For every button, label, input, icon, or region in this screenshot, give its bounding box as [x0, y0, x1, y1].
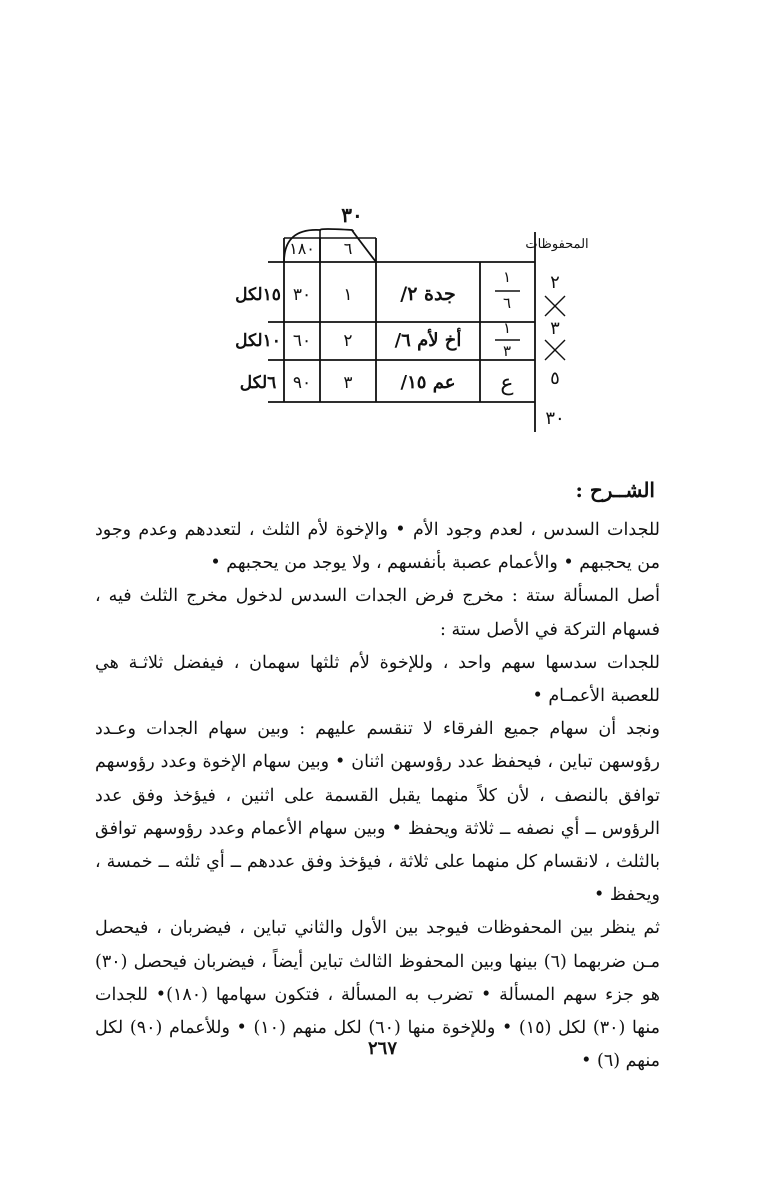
row-2-frac-den: ٣: [502, 342, 512, 360]
explanation-paragraph-3: للجدات سدسها سهم واحد ، وللإخوة لأم ثلثها سهمان ، فيفضل ثلاثـة هي للعصبة الأعمـام •: [95, 652, 660, 707]
row-3-frac-den: ع: [500, 371, 514, 396]
row-3-c6: ٣: [343, 373, 353, 393]
page-number: ٢٦٧: [367, 1038, 397, 1059]
row-1-outside: ١٥لكل: [235, 285, 281, 305]
explanation-paragraph-2: أصل المسألة ستة : مخرج فرض الجدات السدس لدخول مخرج الثلث فيه ، فسهام التركة في الأصل ستة :: [95, 586, 660, 640]
row-2-c180: ٦٠: [292, 331, 312, 351]
header-cell-180: ١٨٠: [289, 239, 315, 258]
total-top: ٣٠: [341, 203, 363, 227]
row-1-c180: ٣٠: [292, 285, 312, 305]
row-2-heir: أخ لأم ٦/: [394, 330, 462, 351]
row-1-c6: ١: [343, 285, 353, 305]
explanation-body: [95, 514, 660, 1078]
row-1-frac-den: ٦: [502, 294, 512, 312]
explanation-paragraph-1: للجدات السدس ، لعدم وجود الأم • والإخوة لأم الثلث ، لتعددهم وعدم وجود من يحجبهم • والأعمام عصبة بأنفسهم ، ولا يوجد من يحجبهم •: [95, 520, 660, 574]
row-2-memo: ٣: [550, 318, 560, 339]
memo-header: المحفوظات: [525, 237, 589, 252]
row-1-heir: جدة ٢/: [400, 283, 456, 305]
header-cell-6: ٦: [343, 239, 353, 258]
row-3-memo: ٥: [550, 368, 560, 389]
row-2-outside: ١٠لكل: [235, 331, 281, 351]
row-2-frac-num: ١: [502, 319, 512, 337]
inheritance-table: [0, 0, 765, 470]
row-3-outside: ٦لكل: [239, 373, 277, 393]
row-1-memo: ٢: [550, 272, 560, 293]
memo-total: ٣٠: [545, 408, 565, 429]
explanation-paragraph-4: ونجد أن سهام جميع الفرقاء لا تنقسم عليهم : وبين سهام الجدات وعـدد رؤوسهن تباين ، فيحفظ عدد رؤوسهن اثنان • وبين سهام الإخوة وعدد رؤوسهم توافق بالنصف ، لأن كلاً منهما يقبل القسمة على اثنين ، فيؤخذ وفق عدد الرؤوس ــ أي نصفه ــ ثلاثة ويحفظ • وبين سهام الأعمام وعدد رؤوسهم توافق بالثلث ، لانقسام كل منهما على ثلاثة ، فيؤخذ وفق عددهم ــ أي ثلثه ــ خمسة ، ويحفظ •: [95, 719, 660, 906]
explanation-heading: الشــرح :: [575, 478, 655, 502]
row-1-frac-num: ١: [502, 268, 512, 286]
row-2-c6: ٢: [343, 331, 353, 351]
explanation-paragraph-5: ثم ينظر بين المحفوظات فيوجد بين الأول والثاني تباين ، فيضربان ، فيحصل مـن ضربهما (٦) بينها وبين المحفوظ الثالث تباين أيضاً ، فيضربان فيحصل (٣٠) هو جزء سهم المسألة • تضرب به المسألة ، فتكون سهامها (١٨٠)• للجدات منها (٣٠) لكل (١٥) • وللإخوة منها (٦٠) لكل منهم (١٠) • وللأعمام (٩٠) لكل منهم (٦) •: [95, 918, 661, 1072]
row-3-heir: عم ١٥/: [400, 372, 456, 393]
inheritance-table-drawing: [0, 0, 765, 470]
row-3-c180: ٩٠: [292, 373, 312, 393]
